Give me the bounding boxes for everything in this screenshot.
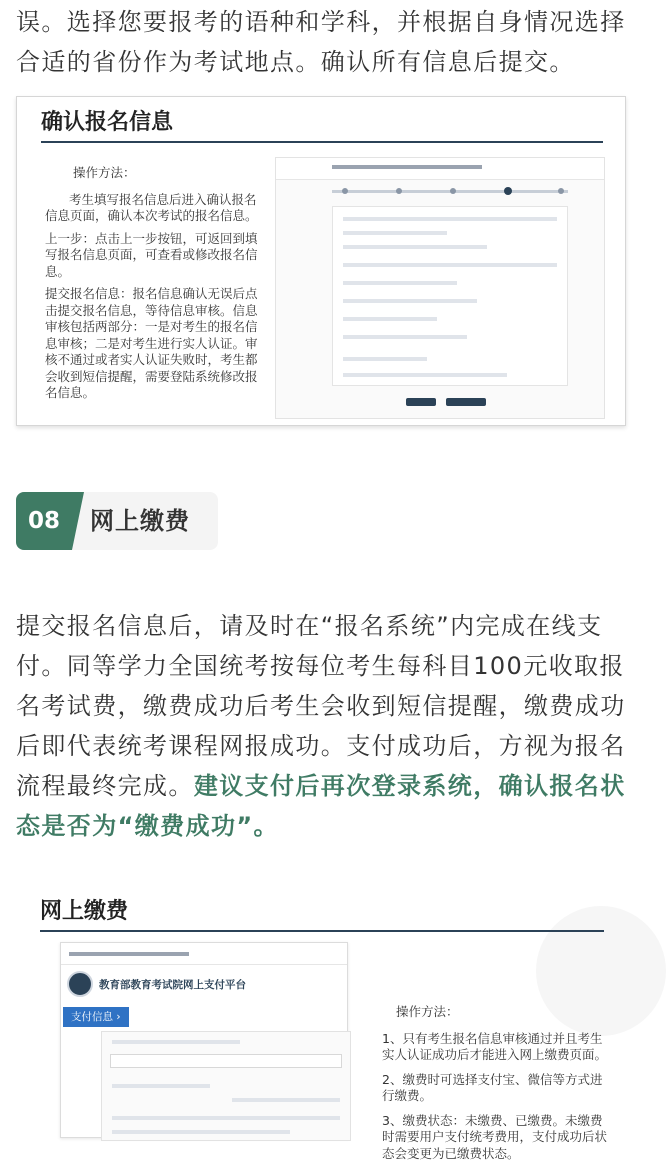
panel-title: 确认报名信息 <box>41 110 174 135</box>
intro-paragraph: 误。选择您要报考的语种和学科，并根据自身情况选择合适的省份作为考试地点。确认所有信息后提交。 <box>16 8 626 76</box>
confirm-info-screenshot <box>16 96 626 426</box>
prev-step-button <box>406 398 436 406</box>
payment-form-thumbnail <box>101 1031 351 1141</box>
system-page-thumbnail <box>275 157 605 419</box>
online-payment-screenshot <box>16 880 626 1161</box>
section-number: 08 <box>16 492 72 550</box>
section-header <box>16 492 218 550</box>
submit-info-button <box>446 398 486 406</box>
payment-info-tab: 支付信息 › <box>63 1007 129 1027</box>
method-step-2: 2、缴费时可选择支付宝、微信等方式进行缴费。 <box>382 1071 603 1103</box>
section-title: 网上缴费 <box>90 507 190 535</box>
payment-page-thumbnail <box>60 942 348 1138</box>
method-step-3: 提交报名信息：报名信息确认无误后点击提交报名信息，等待信息审核。信息审核包括两部分：一是对考生的报名信息审核；二是对考生进行实人认证。审核不通过或者实人认证失败时，考生都会收到短信提醒，需要登陆系统修改报名信息。 <box>45 286 258 400</box>
method-step-1: 1、只有考生报名信息审核通过并且考生实人认证成功后才能进入网上缴费页面。 <box>382 1030 608 1062</box>
payment-text: 提交报名信息后，请及时在“报名系统”内完成在线支付。同等学力全国统考按每位考生每科目100元收取报名考试费，缴费成功后考生会收到短信提醒，缴费成功后即代表统考课程网报成功。支付成功后，方视为报名流程最终完成。 <box>16 612 626 800</box>
title-divider <box>40 930 604 932</box>
method-step-3: 3、缴费状态：未缴费、已缴费。未缴费时需要用户支付统考费用，支付成功后状态会变更为已缴费状态。 <box>382 1112 608 1161</box>
method-heading: 操作方法： <box>396 1004 459 1019</box>
payment-highlight: 建议支付后再次登录系统，确认报名状态是否为“缴费成功”。 <box>16 772 626 840</box>
thumbnail-header <box>61 943 347 965</box>
progress-steps <box>332 188 568 198</box>
payment-paragraph <box>16 606 626 846</box>
exam-authority-logo <box>67 971 93 997</box>
thumbnail-header <box>276 158 604 180</box>
method-step-1: 考生填写报名信息后进入确认报名信息页面，确认本次考试的报名信息。 <box>45 191 258 223</box>
method-description <box>45 165 265 408</box>
title-divider <box>41 141 603 143</box>
info-form-thumbnail <box>332 206 568 386</box>
platform-name: 教育部教育考试院网上支付平台 <box>99 979 246 991</box>
panel-title: 网上缴费 <box>40 899 129 924</box>
method-heading: 操作方法： <box>73 165 136 180</box>
method-description <box>382 1004 612 1170</box>
method-step-2: 上一步：点击上一步按钮，可返回到填写报名信息页面，可查看或修改报名信息。 <box>45 230 258 279</box>
